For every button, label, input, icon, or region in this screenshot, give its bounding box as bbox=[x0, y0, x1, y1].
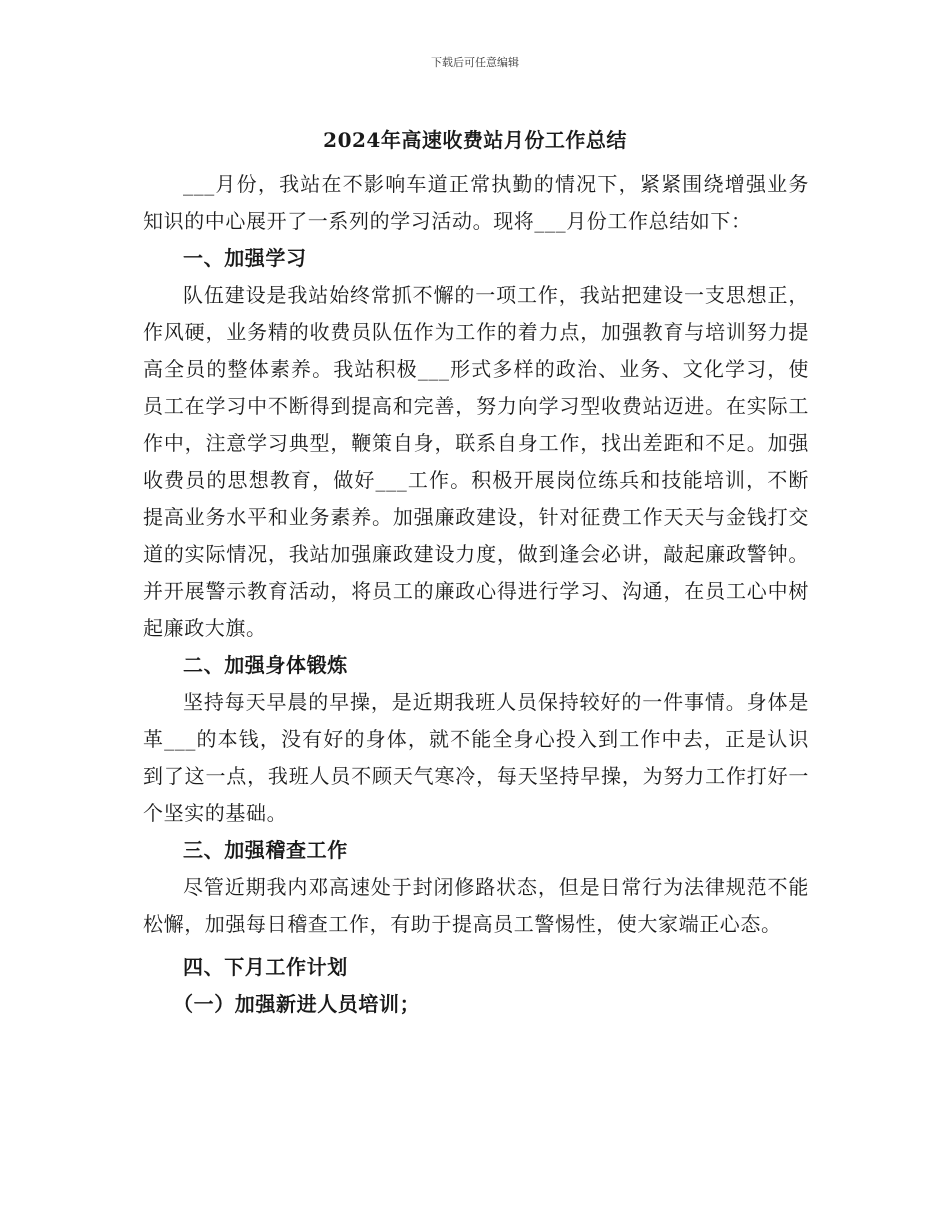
section-body-inspection: 尽管近期我内邓高速处于封闭修路状态，但是日常行为法律规范不能松懈，加强每日稽查工作，有助于提高员工警惕性，使大家端正心态。 bbox=[143, 875, 809, 936]
section-heading-inspection: 三、加强稽查工作 bbox=[183, 838, 348, 862]
document-body bbox=[143, 166, 809, 1023]
section-heading-study: 一、加强学习 bbox=[183, 246, 307, 270]
section-heading-plan: 四、下月工作计划 bbox=[183, 955, 348, 979]
intro-paragraph: ___月份，我站在不影响车道正常执勤的情况下，紧紧围绕增强业务知识的中心展开了一系列的学习活动。现将___月份工作总结如下： bbox=[143, 172, 809, 233]
document-title: 2024年高速收费站月份工作总结 bbox=[323, 128, 627, 152]
plan-subheading: （一）加强新进人员培训； bbox=[173, 992, 421, 1016]
section-body-study: 队伍建设是我站始终常抓不懈的一项工作，我站把建设一支思想正，作风硬，业务精的收费员队伍作为工作的着力点，加强教育与培训努力提高全员的整体素养。我站积极___形式多样的政治、业务、文化学习，使员工在学习中不断得到提高和完善，努力向学习型收费站迈进。在实际工作中，注意学习典型，鞭策自身，联系自身工作，找出差距和不足。加强收费员的思想教育，做好___工作。积极开展岗位练兵和技能培训，不断提高业务水平和业务素养。加强廉政建设，针对征费工作天天与金钱打交道的实际情况，我站加强廉政建设力度，做到逢会必讲，敲起廉政警钟。并开展警示教育活动，将员工的廉政心得进行学习、沟通，在员工心中树起廉政大旗。 bbox=[143, 283, 809, 640]
header-note: 下载后可任意编辑 bbox=[431, 56, 519, 69]
section-heading-exercise: 二、加强身体锻炼 bbox=[183, 653, 348, 677]
section-body-exercise: 坚持每天早晨的早操，是近期我班人员保持较好的一件事情。身体是革___的本钱，没有好的身体，就不能全身心投入到工作中去，正是认识到了这一点，我班人员不顾天气寒冷，每天坚持早操，为努力工作打好一个坚实的基础。 bbox=[143, 690, 809, 825]
